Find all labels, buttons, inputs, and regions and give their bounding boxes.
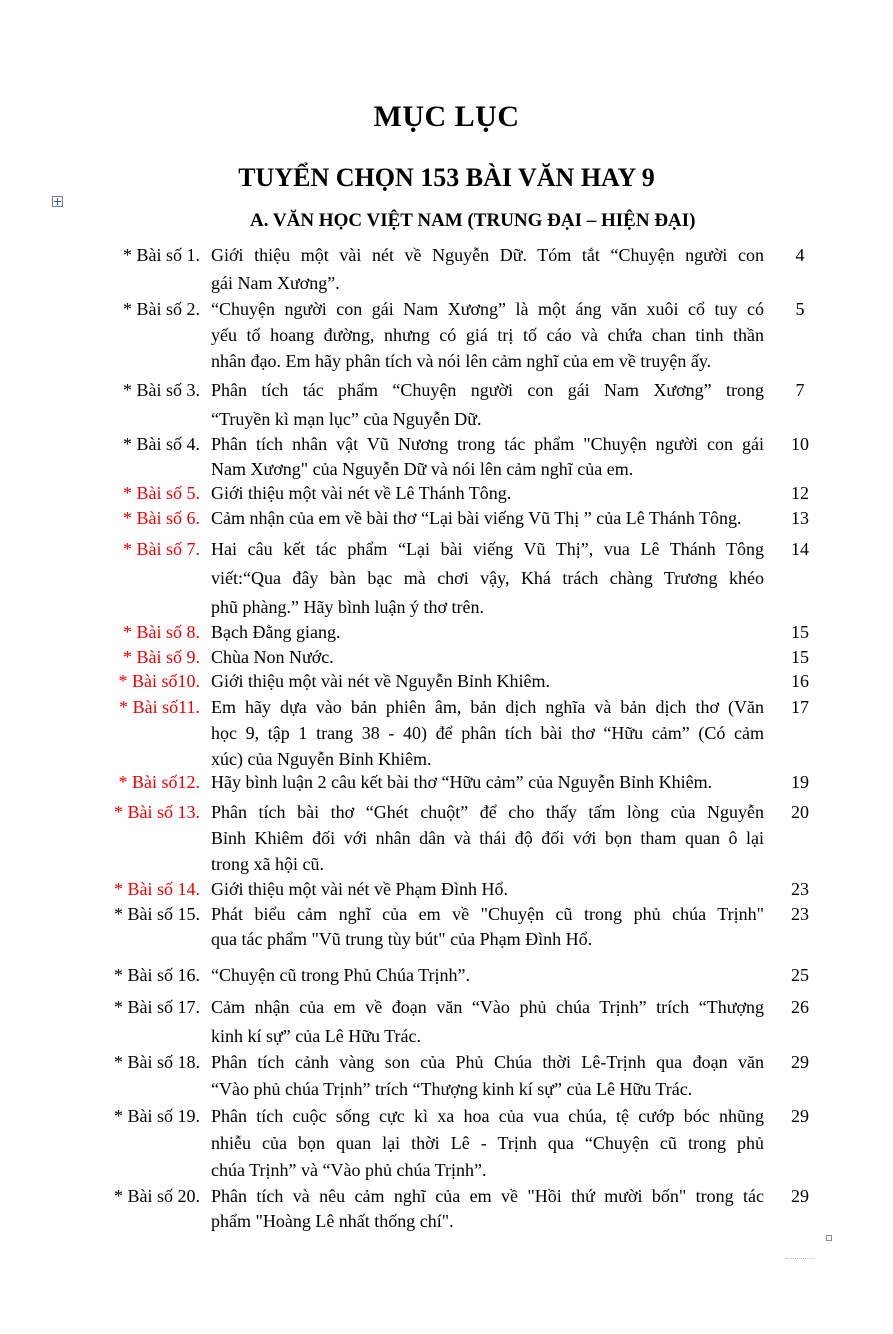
toc-entry-number: * Bài số 3. <box>122 380 200 400</box>
toc-entry-title <box>211 646 764 668</box>
toc-entry-title-line: qua tác phẩm "Vũ trung tùy bút" của Phạm Đình Hổ. <box>211 929 593 949</box>
toc-entry-title-line: “Chuyện người con gái Nam Xương” là một áng văn xuôi cổ tuy có <box>211 299 764 319</box>
toc-entry-number: * Bài số 6. <box>122 508 200 528</box>
toc-entry-title-line: Phân tích cảnh vàng son của Phủ Chúa thời Lê-Trịnh qua đoạn văn <box>211 1052 764 1072</box>
toc-entry-title-line: Cảm nhận của em về bài thơ “Lại bài viếng Vũ Thị ” của Lê Thánh Tông. <box>211 508 742 528</box>
toc-entry-page: 29 <box>791 1052 809 1072</box>
toc-entry-number: * Bài số 17. <box>113 997 200 1017</box>
toc-entry-number: * Bài số12. <box>118 772 200 792</box>
toc-entry-title-line: nhân đạo. Em hãy phân tích và nói lên cảm nghĩ của em về truyện ấy. <box>211 351 712 371</box>
toc-entry-page: 10 <box>791 434 809 454</box>
toc-entry-title <box>211 507 764 529</box>
toc-entry-title <box>211 621 764 643</box>
toc-entry-title <box>211 1103 764 1184</box>
toc-entry-page: 20 <box>791 802 809 822</box>
toc-entry-title <box>211 482 764 504</box>
toc-entry-number: * Bài số 9. <box>122 647 200 667</box>
toc-entry-title-line: nhiễu của bọn quan lại thời Lê - Trịnh qua “Chuyện cũ trong phủ <box>211 1133 764 1153</box>
toc-entry-page: 4 <box>795 245 805 265</box>
toc-entry-number: * Bài số 18. <box>113 1052 200 1072</box>
toc-entry-title-line: phũ phàng.” Hãy bình luận ý thơ trên. <box>211 597 484 617</box>
toc-entry-page: 29 <box>791 1106 809 1126</box>
toc-entry-number: * Bài số11. <box>119 697 200 717</box>
toc-entry-page: 5 <box>795 299 805 319</box>
toc-entry-page: 15 <box>791 622 809 642</box>
toc-entry-number: * Bài số 14. <box>113 879 200 899</box>
toc-entry-title-line: “Truyền kì mạn lục” của Nguyễn Dữ. <box>211 409 482 429</box>
toc-entry-title-line: Bạch Đằng giang. <box>211 622 341 642</box>
toc-entry-page: 25 <box>791 965 809 985</box>
toc-entry-number: * Bài số 7. <box>122 539 200 559</box>
toc-entry-title-line: học 9, tập 1 trang 38 - 40) để phân tích bài thơ “Hữu cảm” (Có cảm <box>211 723 764 743</box>
toc-entry-page: 14 <box>791 539 809 559</box>
toc-entry-number: * Bài số 13. <box>113 802 200 822</box>
toc-entry-title <box>211 1049 764 1103</box>
toc-entry-title-line: “Vào phủ chúa Trịnh” trích “Thượng kinh kí sự” của Lê Hữu Trác. <box>211 1079 693 1099</box>
book-title: TUYỂN CHỌN 153 BÀI VĂN HAY 9 <box>238 163 655 192</box>
toc-entry-number: * Bài số 20. <box>113 1186 200 1206</box>
toc-entry-title-line: chúa Trịnh” và “Vào phủ chúa Trịnh”. <box>211 1160 487 1180</box>
toc-entry-title <box>211 670 764 692</box>
toc-entry-title <box>211 964 764 986</box>
toc-entry-page: 23 <box>791 904 809 924</box>
toc-entry-title <box>211 296 764 374</box>
toc-entry-page: 13 <box>791 508 809 528</box>
toc-entry-number: * Bài số 8. <box>122 622 200 642</box>
toc-entry-page: 17 <box>791 697 809 717</box>
toc-entry-title-line: Phát biểu cảm nghĩ của em về "Chuyện cũ trong phủ chúa Trịnh" <box>211 904 764 924</box>
toc-entry-title <box>211 771 764 793</box>
toc-entry-title-line: Giới thiệu một vài nét về Nguyễn Bỉnh Khiêm. <box>211 671 550 691</box>
toc-entry-number: * Bài số 5. <box>122 483 200 503</box>
toc-entry-title-line: Phân tích và nêu cảm nghĩ của em về "Hồi thứ mười bốn" trong tác <box>211 1186 764 1206</box>
toc-entry-number: * Bài số 4. <box>122 434 200 454</box>
toc-entry-page: 7 <box>795 380 805 400</box>
toc-entry-title <box>211 694 764 772</box>
section-heading: A. VĂN HỌC VIỆT NAM (TRUNG ĐẠI – HIỆN ĐẠI) <box>250 210 696 231</box>
toc-entry-page: 23 <box>791 879 809 899</box>
toc-entry-page: 16 <box>791 671 809 691</box>
toc-entry-number: * Bài số 15. <box>113 904 200 924</box>
toc-entry-title-line: Bỉnh Khiêm đối với nhân dân và thái độ đối với bọn tham quan ô lại <box>211 828 764 848</box>
toc-entry-title-line: Hai câu kết tác phẩm “Lại bài viếng Vũ Thị”, vua Lê Thánh Tông <box>211 539 764 559</box>
toc-entry-number: * Bài số10. <box>118 671 200 691</box>
toc-entry-title-line: xúc) của Nguyễn Bỉnh Khiêm. <box>211 749 432 769</box>
toc-entry-title <box>211 432 764 482</box>
toc-entry-number: * Bài số 16. <box>113 965 200 985</box>
toc-entry-title <box>211 902 764 952</box>
toc-entry-number: * Bài số 19. <box>113 1106 200 1126</box>
toc-entry-title <box>211 799 764 877</box>
toc-entry-page: 29 <box>791 1186 809 1206</box>
toc-entry-title <box>211 878 764 900</box>
toc-entry-number: * Bài số 2. <box>122 299 200 319</box>
table-move-handle-icon[interactable] <box>52 196 63 207</box>
toc-entry-title-line: kinh kí sự” của Lê Hữu Trác. <box>211 1026 421 1046</box>
toc-entry-title-line: phẩm "Hoàng Lê nhất thống chí". <box>211 1211 454 1231</box>
toc-entry-title-line: yếu tố hoang đường, nhưng có giá trị tố cáo và chứa chan tinh thần <box>211 325 764 345</box>
toc-entry-title-line: Cảm nhận của em về đoạn văn “Vào phủ chúa Trịnh” trích “Thượng <box>211 997 764 1017</box>
toc-entry-title-line: viết:“Qua đây bàn bạc mà chơi vậy, Khá trách chàng Trương khéo <box>211 568 764 588</box>
toc-entry-title-line: Giới thiệu một vài nét về Phạm Đình Hổ. <box>211 879 508 899</box>
toc-entry-title <box>211 993 764 1051</box>
toc-entry-page: 26 <box>791 997 809 1017</box>
toc-entry-page: 15 <box>791 647 809 667</box>
page-footer-fragment <box>786 1258 814 1263</box>
toc-entry-title-line: gái Nam Xương”. <box>211 273 340 293</box>
toc-entry-title-line: Phân tích bài thơ “Ghét chuột” để cho thấy tấm lòng của Nguyễn <box>211 802 764 822</box>
toc-entry-title <box>211 535 764 622</box>
toc-entry-title-line: “Chuyện cũ trong Phủ Chúa Trịnh”. <box>211 965 470 985</box>
toc-entry-title <box>211 376 764 434</box>
toc-entry-page: 19 <box>791 772 809 792</box>
toc-entry-title-line: trong xã hội cũ. <box>211 854 324 874</box>
page-title: MỤC LỤC <box>373 100 520 133</box>
toc-entry-title-line: Nam Xương" của Nguyễn Dữ và nói lên cảm nghĩ của em. <box>211 459 634 479</box>
toc-entry-title <box>211 241 764 297</box>
toc-entry-page: 12 <box>791 483 809 503</box>
toc-entry-title-line: Giới thiệu một vài nét về Lê Thánh Tông. <box>211 483 512 503</box>
toc-entry-title-line: Chùa Non Nước. <box>211 647 334 667</box>
toc-entry-title-line: Hãy bình luận 2 câu kết bài thơ “Hữu cảm” của Nguyễn Bỉnh Khiêm. <box>211 772 713 792</box>
toc-entry-title-line: Phân tích cuộc sống cực kì xa hoa của vua chúa, tệ cướp bóc nhũng <box>211 1106 764 1126</box>
toc-entry-title-line: Em hãy dựa vào bản phiên âm, bản dịch nghĩa và bản dịch thơ (Văn <box>211 697 764 717</box>
toc-entry-title-line: Phân tích tác phẩm “Chuyện người con gái Nam Xương” trong <box>211 380 764 400</box>
toc-entry-title-line: Phân tích nhân vật Vũ Nương trong tác phẩm "Chuyện người con gái <box>211 434 764 454</box>
toc-entry-number: * Bài số 1. <box>122 245 200 265</box>
end-of-cell-marker-icon <box>826 1235 832 1241</box>
toc-entry-title <box>211 1184 764 1234</box>
toc-entry-title-line: Giới thiệu một vài nét về Nguyễn Dữ. Tóm tắt “Chuyện người con <box>211 245 764 265</box>
